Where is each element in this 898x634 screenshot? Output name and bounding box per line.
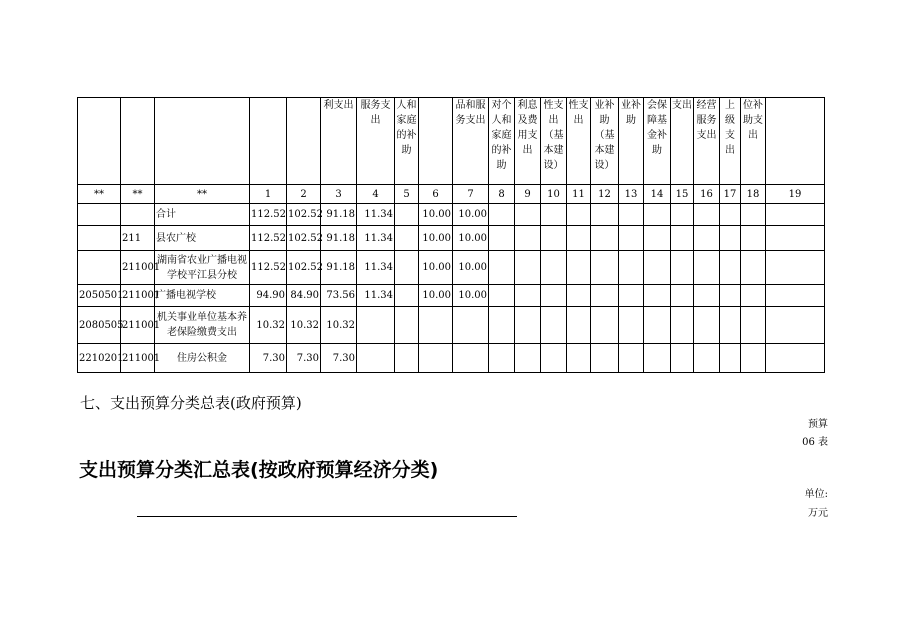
row-empty-cell <box>741 226 766 251</box>
unit-value: 万元 <box>808 508 828 519</box>
row-value-cell: 10.00 <box>453 285 489 307</box>
row-value-cell: 10.32 <box>250 307 287 344</box>
column-index-cell: 5 <box>395 185 419 204</box>
row-value-cell: 7.30 <box>287 344 321 373</box>
row-empty-cell <box>591 307 619 344</box>
row-empty-cell <box>644 226 671 251</box>
row-empty-cell <box>541 285 567 307</box>
header-cell: 性支出 <box>567 98 591 185</box>
header-cell: 服务支出 <box>357 98 395 185</box>
row-empty-cell <box>694 226 720 251</box>
row-empty-cell <box>720 285 741 307</box>
row-value-cell <box>395 251 419 285</box>
table-row <box>78 344 825 373</box>
row-value-cell: 10.32 <box>321 307 357 344</box>
row-value-cell: 73.56 <box>321 285 357 307</box>
column-index-cell: 14 <box>644 185 671 204</box>
header-cell <box>121 98 155 185</box>
column-index-cell: 19 <box>766 185 825 204</box>
row-value-cell <box>453 344 489 373</box>
row-value-cell <box>453 307 489 344</box>
column-index-cell: 3 <box>321 185 357 204</box>
row-value-cell: 10.00 <box>453 251 489 285</box>
column-index-row <box>78 185 825 204</box>
row-empty-cell <box>619 285 644 307</box>
row-empty-cell <box>766 226 825 251</box>
row-empty-cell <box>671 307 694 344</box>
row-value-cell: 84.90 <box>287 285 321 307</box>
row-code-cell <box>121 204 155 226</box>
row-empty-cell <box>766 285 825 307</box>
row-empty-cell <box>619 251 644 285</box>
row-empty-cell <box>541 251 567 285</box>
row-value-cell <box>419 344 453 373</box>
row-code-cell: 211001 <box>121 285 155 307</box>
row-empty-cell <box>567 307 591 344</box>
row-code-cell: 2210201 <box>78 344 121 373</box>
row-empty-cell <box>644 285 671 307</box>
row-value-cell: 10.00 <box>453 226 489 251</box>
row-name-cell: 合计 <box>155 204 250 226</box>
row-empty-cell <box>567 344 591 373</box>
row-empty-cell <box>567 226 591 251</box>
row-value-cell: 112.52 <box>250 226 287 251</box>
row-name-cell: 县农广校 <box>155 226 250 251</box>
row-value-cell: 102.52 <box>287 226 321 251</box>
row-empty-cell <box>591 204 619 226</box>
header-cell: 对个人和家庭的补助 <box>489 98 515 185</box>
row-value-cell: 10.00 <box>419 285 453 307</box>
row-empty-cell <box>671 204 694 226</box>
row-empty-cell <box>515 344 541 373</box>
row-value-cell: 112.52 <box>250 204 287 226</box>
row-value-cell: 91.18 <box>321 226 357 251</box>
row-empty-cell <box>644 204 671 226</box>
row-empty-cell <box>515 226 541 251</box>
row-empty-cell <box>671 226 694 251</box>
column-index-cell: 8 <box>489 185 515 204</box>
row-value-cell: 7.30 <box>250 344 287 373</box>
column-index-cell: 18 <box>741 185 766 204</box>
column-index-cell: 6 <box>419 185 453 204</box>
row-empty-cell <box>741 344 766 373</box>
row-empty-cell <box>720 204 741 226</box>
row-name-cell: 广播电视学校 <box>155 285 250 307</box>
table-row <box>78 285 825 307</box>
column-index-cell: 2 <box>287 185 321 204</box>
row-empty-cell <box>489 226 515 251</box>
header-cell <box>287 98 321 185</box>
row-value-cell: 10.32 <box>287 307 321 344</box>
row-empty-cell <box>644 344 671 373</box>
row-empty-cell <box>741 285 766 307</box>
row-empty-cell <box>694 344 720 373</box>
row-name-cell: 机关事业单位基本养老保险缴费支出 <box>155 307 250 344</box>
row-empty-cell <box>720 344 741 373</box>
table-row <box>78 226 825 251</box>
header-cell: 人和家庭的补助 <box>395 98 419 185</box>
row-value-cell: 112.52 <box>250 251 287 285</box>
row-empty-cell <box>541 307 567 344</box>
unit-label: 单位: <box>804 489 828 500</box>
row-value-cell <box>395 285 419 307</box>
column-index-cell: 10 <box>541 185 567 204</box>
column-index-cell: 11 <box>567 185 591 204</box>
header-cell: 业补助（基本建设） <box>591 98 619 185</box>
row-code-cell: 2080505 <box>78 307 121 344</box>
row-code-cell: 2050501 <box>78 285 121 307</box>
row-empty-cell <box>720 226 741 251</box>
row-value-cell <box>357 307 395 344</box>
row-empty-cell <box>741 307 766 344</box>
row-value-cell: 11.34 <box>357 204 395 226</box>
row-value-cell: 10.00 <box>453 204 489 226</box>
column-index-cell: 17 <box>720 185 741 204</box>
table-header-row <box>78 98 825 185</box>
row-value-cell <box>395 344 419 373</box>
row-empty-cell <box>591 226 619 251</box>
header-cell <box>419 98 453 185</box>
header-cell: 利支出 <box>321 98 357 185</box>
table-row <box>78 204 825 226</box>
table-code-line1: 预算 <box>808 419 828 430</box>
header-cell <box>766 98 825 185</box>
header-cell: 经营服务支出 <box>694 98 720 185</box>
row-code-cell: 211001 <box>121 251 155 285</box>
row-empty-cell <box>515 307 541 344</box>
header-cell: 性支出（基本建设） <box>541 98 567 185</box>
column-index-cell: 15 <box>671 185 694 204</box>
row-value-cell <box>395 307 419 344</box>
column-index-cell: 16 <box>694 185 720 204</box>
row-empty-cell <box>515 204 541 226</box>
row-value-cell: 94.90 <box>250 285 287 307</box>
row-value-cell <box>395 226 419 251</box>
row-empty-cell <box>694 307 720 344</box>
table-row <box>78 251 825 285</box>
row-value-cell: 102.52 <box>287 251 321 285</box>
row-empty-cell <box>515 285 541 307</box>
header-cell: 位补助支出 <box>741 98 766 185</box>
row-value-cell: 7.30 <box>321 344 357 373</box>
row-empty-cell <box>541 204 567 226</box>
row-empty-cell <box>541 226 567 251</box>
row-empty-cell <box>644 251 671 285</box>
row-empty-cell <box>489 344 515 373</box>
main-title: 支出预算分类汇总表(按政府预算经济分类) <box>79 459 439 481</box>
row-empty-cell <box>671 251 694 285</box>
row-empty-cell <box>741 251 766 285</box>
row-code-cell <box>78 226 121 251</box>
row-empty-cell <box>671 344 694 373</box>
row-empty-cell <box>567 285 591 307</box>
row-value-cell: 11.34 <box>357 251 395 285</box>
row-empty-cell <box>694 251 720 285</box>
header-cell: 品和服务支出 <box>453 98 489 185</box>
row-empty-cell <box>567 251 591 285</box>
row-empty-cell <box>619 226 644 251</box>
row-empty-cell <box>567 204 591 226</box>
row-empty-cell <box>766 307 825 344</box>
header-cell <box>250 98 287 185</box>
row-value-cell <box>395 204 419 226</box>
row-empty-cell <box>694 285 720 307</box>
header-cell: 业补助 <box>619 98 644 185</box>
column-index-cell: 7 <box>453 185 489 204</box>
row-value-cell: 11.34 <box>357 226 395 251</box>
row-code-cell <box>78 251 121 285</box>
row-empty-cell <box>591 251 619 285</box>
row-value-cell: 11.34 <box>357 285 395 307</box>
row-empty-cell <box>741 204 766 226</box>
row-empty-cell <box>720 307 741 344</box>
header-cell: 会保障基金补助 <box>644 98 671 185</box>
row-empty-cell <box>671 285 694 307</box>
row-value-cell <box>357 344 395 373</box>
column-index-cell: 4 <box>357 185 395 204</box>
column-index-cell: ** <box>121 185 155 204</box>
row-empty-cell <box>619 307 644 344</box>
row-name-cell: 住房公积金 <box>155 344 250 373</box>
column-index-cell: ** <box>78 185 121 204</box>
row-empty-cell <box>644 307 671 344</box>
column-index-cell: 12 <box>591 185 619 204</box>
table-code-line2: 06 表 <box>802 437 828 448</box>
row-code-cell: 211001 <box>121 344 155 373</box>
budget-table <box>77 97 825 373</box>
row-value-cell <box>419 307 453 344</box>
column-index-cell: ** <box>155 185 250 204</box>
header-cell: 利息及费用支出 <box>515 98 541 185</box>
header-cell: 支出 <box>671 98 694 185</box>
row-empty-cell <box>766 204 825 226</box>
row-value-cell: 91.18 <box>321 251 357 285</box>
row-name-cell: 湖南省农业广播电视学校平江县分校 <box>155 251 250 285</box>
column-index-cell: 9 <box>515 185 541 204</box>
row-empty-cell <box>489 251 515 285</box>
table-row <box>78 307 825 344</box>
underline-rule <box>137 516 517 517</box>
row-empty-cell <box>619 344 644 373</box>
row-empty-cell <box>489 204 515 226</box>
header-cell <box>155 98 250 185</box>
header-cell: 上级支出 <box>720 98 741 185</box>
row-empty-cell <box>766 251 825 285</box>
row-empty-cell <box>720 251 741 285</box>
column-index-cell: 13 <box>619 185 644 204</box>
row-code-cell: 211 <box>121 226 155 251</box>
row-code-cell: 211001 <box>121 307 155 344</box>
row-empty-cell <box>591 285 619 307</box>
row-value-cell: 10.00 <box>419 251 453 285</box>
section-title: 七、支出预算分类总表(政府预算) <box>80 394 302 412</box>
row-value-cell: 102.52 <box>287 204 321 226</box>
row-value-cell: 10.00 <box>419 226 453 251</box>
row-empty-cell <box>591 344 619 373</box>
header-cell <box>78 98 121 185</box>
table-body <box>78 204 825 373</box>
row-empty-cell <box>619 204 644 226</box>
row-empty-cell <box>541 344 567 373</box>
column-index-cell: 1 <box>250 185 287 204</box>
row-empty-cell <box>515 251 541 285</box>
row-empty-cell <box>766 344 825 373</box>
row-value-cell: 91.18 <box>321 204 357 226</box>
row-empty-cell <box>694 204 720 226</box>
row-code-cell <box>78 204 121 226</box>
row-empty-cell <box>489 307 515 344</box>
row-value-cell: 10.00 <box>419 204 453 226</box>
row-empty-cell <box>489 285 515 307</box>
